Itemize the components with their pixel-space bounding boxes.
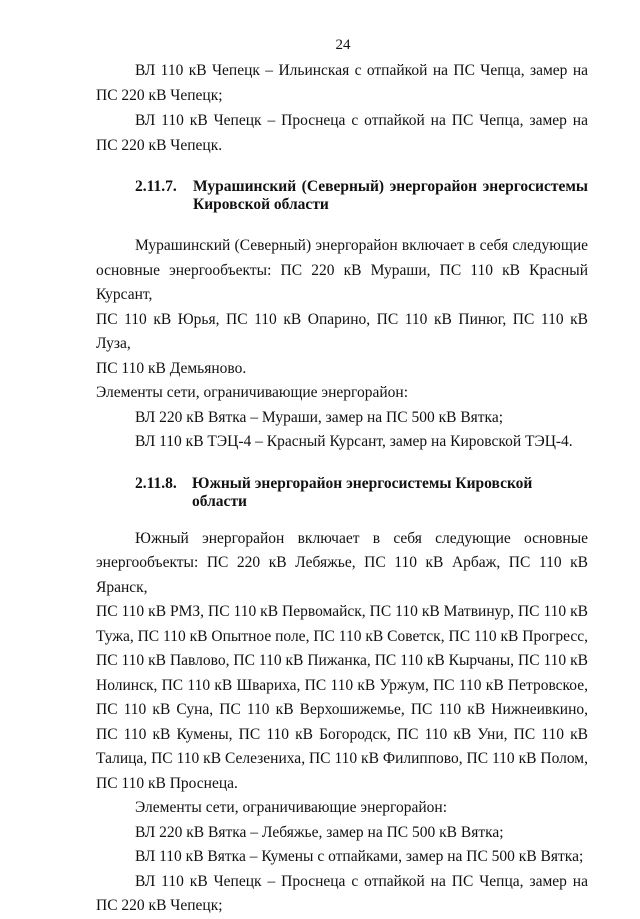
section-number: 2.11.8. — [135, 474, 177, 492]
text-line: ПС 110 кВ РМЗ, ПС 110 кВ Первомайск, ПС 110 кВ Матвинур, ПС 110 кВ — [96, 603, 588, 620]
text-line: ПС 110 кВ Демьяново. — [96, 359, 247, 377]
text-line: Талица, ПС 110 кВ Селезениха, ПС 110 кВ Филиппово, ПС 110 кВ Полом, — [96, 750, 588, 767]
text-line: ПС 110 кВ Юрья, ПС 110 кВ Опарино, ПС 110 кВ Пинюг, ПС 110 кВ Луза, — [96, 310, 588, 352]
section-title: Южный энергорайон энергосистемы Кировской области — [192, 474, 533, 510]
document-body — [96, 59, 588, 919]
text-line: ВЛ 220 кВ Вятка – Лебяжье, замер на ПС 500 кВ Вятка; — [135, 823, 504, 841]
section-heading-2-11-7 — [96, 178, 588, 214]
text-line: Южный энергорайон включает в себя следующие основные — [135, 529, 588, 547]
text-line: ПС 220 кВ Чепецк; — [96, 86, 223, 104]
text-line: ВЛ 110 кВ Чепецк – Ильинская с отпайкой на ПС Чепца, замер на — [135, 62, 588, 79]
text-line: ВЛ 110 кВ ТЭЦ-4 – Красный Курсант, замер на Кировской ТЭЦ-4. — [135, 433, 573, 450]
section-heading-2-11-8 — [96, 475, 588, 511]
text-line: Элементы сети, ограничивающие энергорайон: — [135, 799, 448, 816]
text-line: Элементы сети, ограничивающие энергорайон: — [96, 384, 409, 401]
section-title-line: Мурашинский (Северный) энергорайон энергосистемы — [193, 178, 588, 195]
text-line: ВЛ 110 кВ Чепецк – Проснеца с отпайкой на ПС Чепца, замер на — [135, 112, 588, 129]
text-line: энергообъекты: ПС 220 кВ Лебяжье, ПС 110 кВ Арбаж, ПС 110 кВ Яранск, — [96, 554, 588, 596]
text-line: основные энергообъекты: ПС 220 кВ Мураши, ПС 110 кВ Красный Курсант, — [96, 261, 588, 303]
text-line: ПС 110 кВ Проснеца. — [96, 774, 238, 792]
text-line: ПС 220 кВ Чепецк. — [96, 136, 223, 154]
text-line: Нолинск, ПС 110 кВ Швариха, ПС 110 кВ Уржум, ПС 110 кВ Петровское, — [96, 676, 588, 694]
text-line: Тужа, ПС 110 кВ Опытное поле, ПС 110 кВ Советск, ПС 110 кВ Прогресс, — [96, 627, 588, 645]
text-line: ПС 220 кВ Чепецк; — [96, 897, 223, 914]
section-title — [193, 178, 588, 214]
text-line: Мурашинский (Северный) энергорайон включает в себя следующие — [135, 237, 588, 254]
text-line: ВЛ 110 кВ Чепецк – Проснеца с отпайкой на ПС Чепца, замер на — [135, 872, 588, 890]
text-line: ВЛ 220 кВ Вятка – Мураши, замер на ПС 500 кВ Вятка; — [135, 408, 504, 426]
text-line: ПС 110 кВ Суна, ПС 110 кВ Верхошижемье, ПС 110 кВ Нижнеивкино, — [96, 701, 588, 718]
text-line: ПС 110 кВ Кумены, ПС 110 кВ Богородск, ПС 110 кВ Уни, ПС 110 кВ — [96, 725, 588, 743]
text-line: ПС 110 кВ Павлово, ПС 110 кВ Пижанка, ПС 110 кВ Кырчаны, ПС 110 кВ — [96, 652, 588, 669]
section-number: 2.11.7. — [135, 178, 177, 195]
section-title-line: Кировской области — [193, 196, 329, 213]
text-line: ВЛ 110 кВ Вятка – Кумены с отпайками, замер на ПС 500 кВ Вятка; — [135, 848, 584, 865]
page-number: 24 — [335, 37, 351, 53]
